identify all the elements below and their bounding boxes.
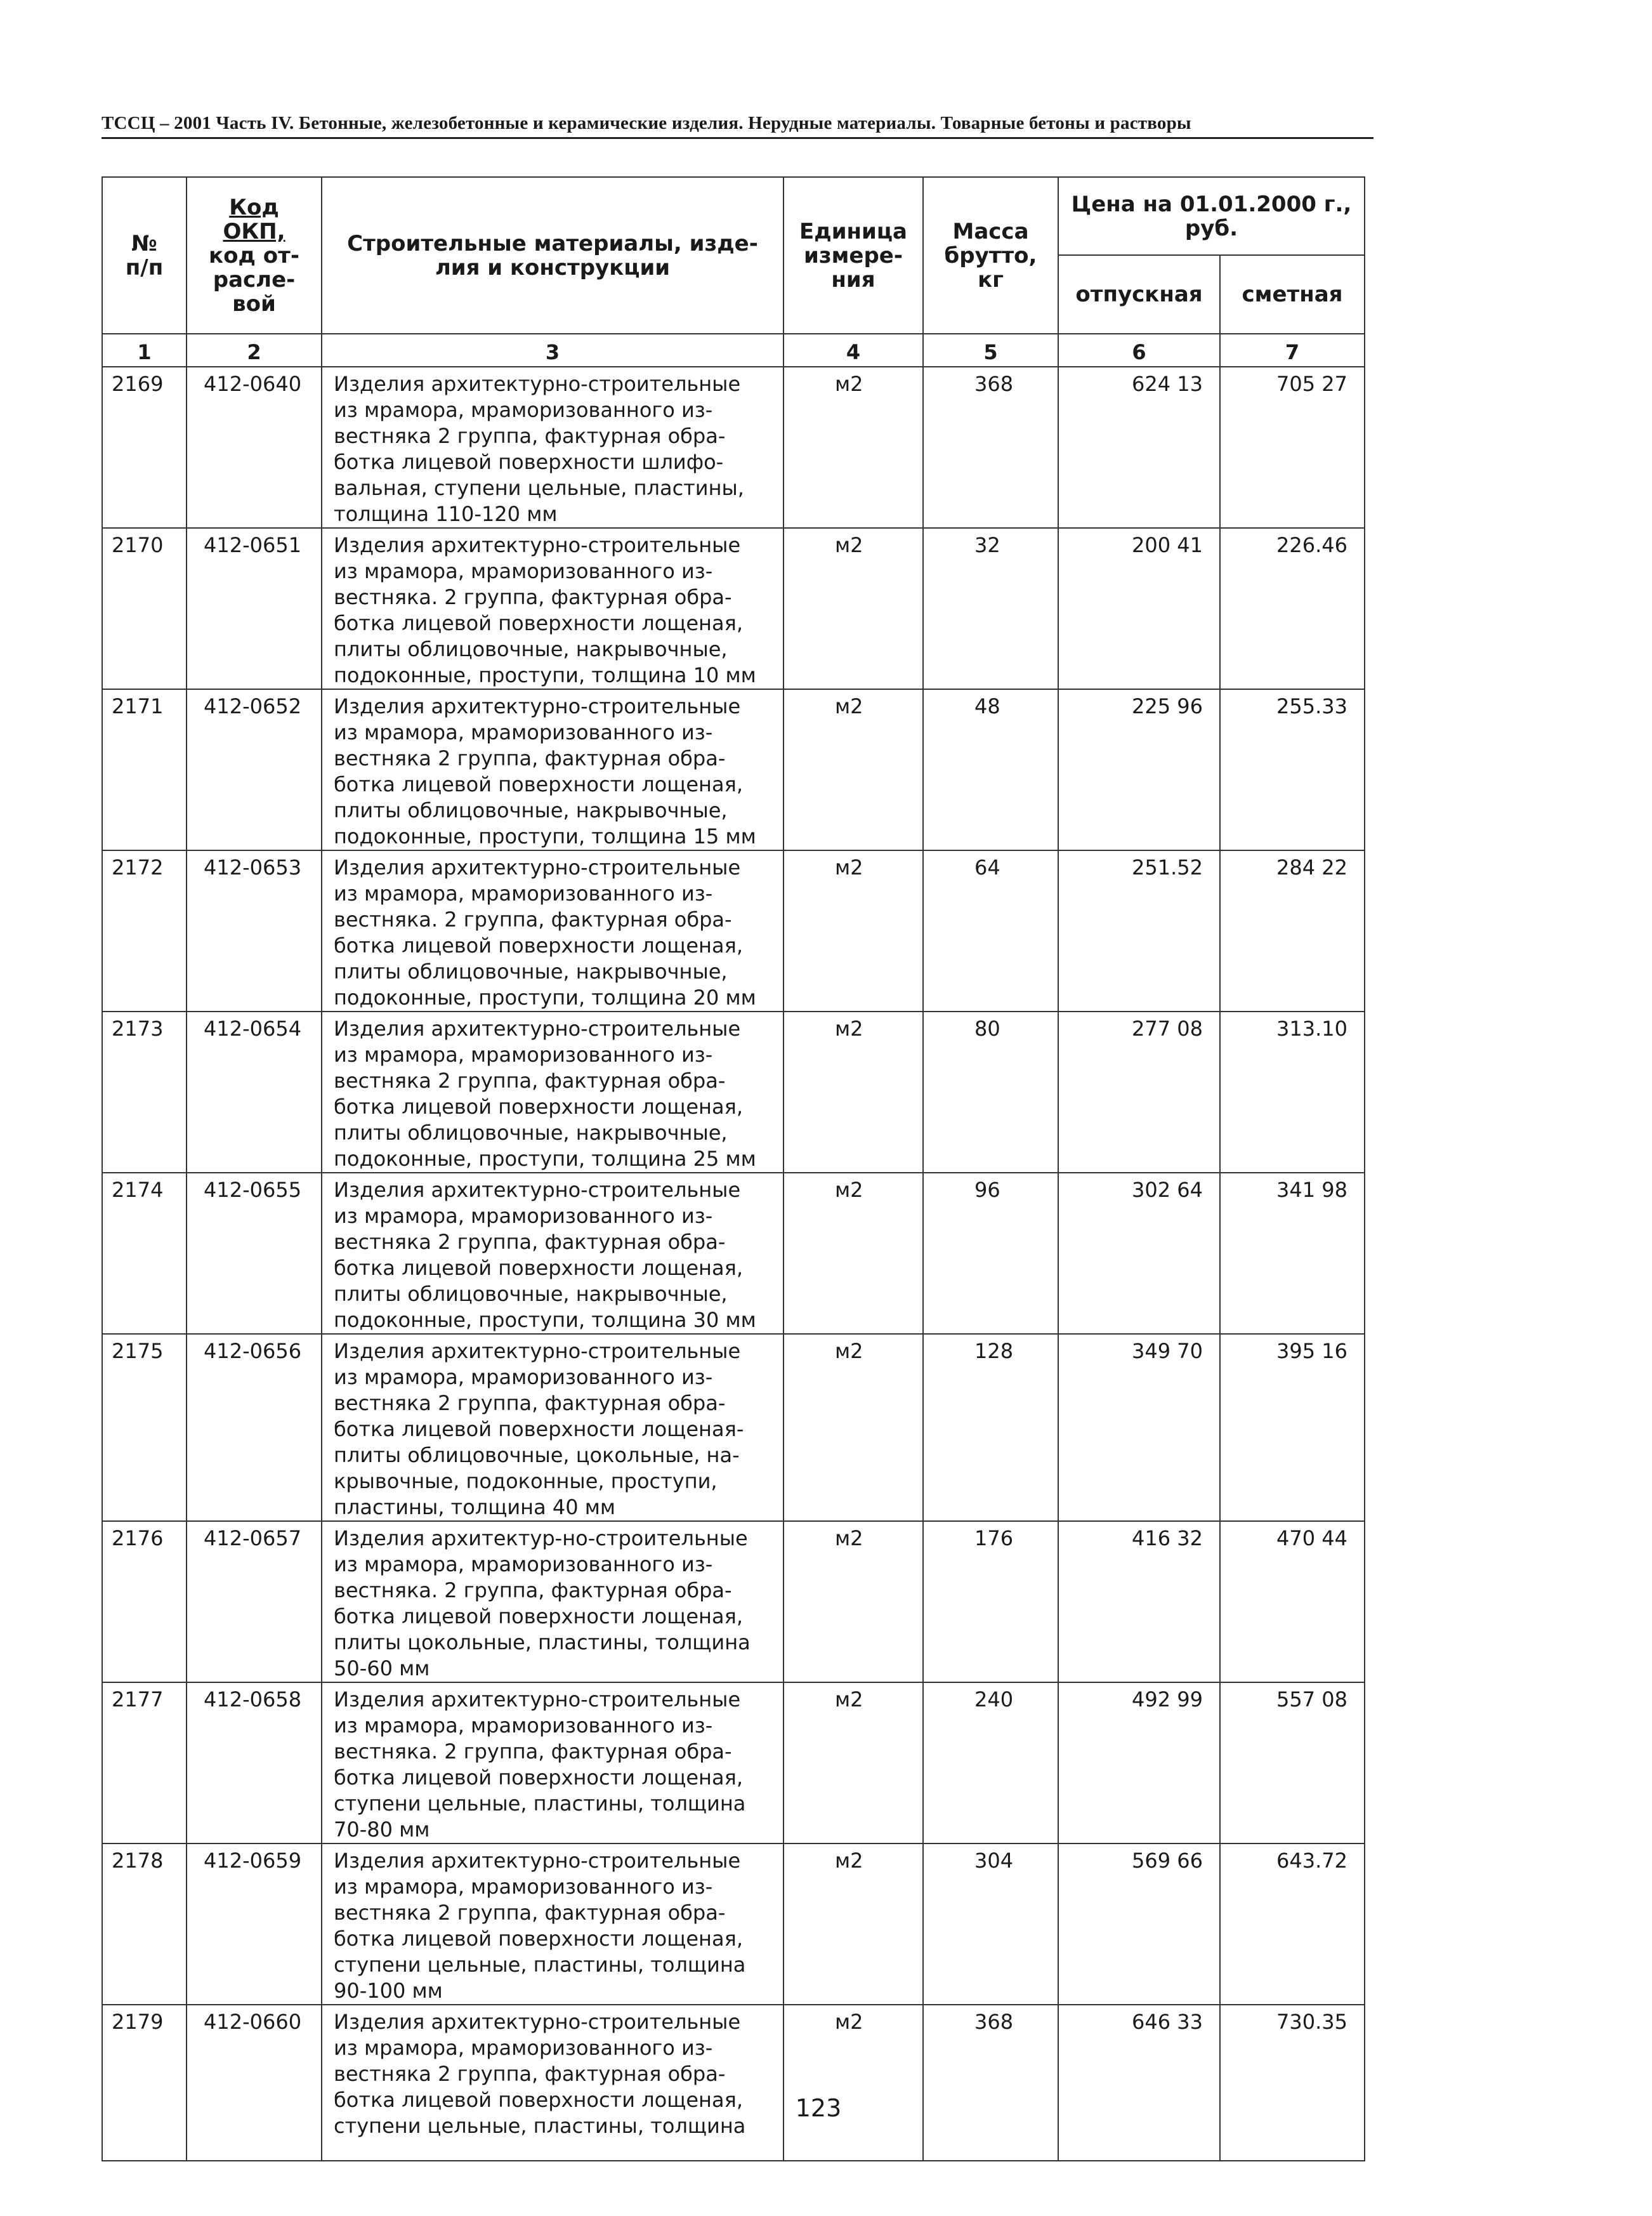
row-number: 2169	[102, 367, 187, 528]
description-line: вестняка 2 группа, фактурная обра-	[334, 1230, 726, 1254]
row-description	[322, 1682, 783, 1843]
description-line: толщина 110-120 мм	[334, 502, 558, 526]
description-line: вестняка 2 группа, фактурная обра-	[334, 424, 726, 448]
description-line: Изделия архитектурно-строительные	[334, 2010, 741, 2034]
row-description	[322, 1334, 783, 1521]
column-number: 4	[783, 334, 923, 367]
description-line: ботка лицевой поверхности шлифо-	[334, 450, 724, 474]
table-row	[102, 1521, 1365, 1682]
description-line: из мрамора, мраморизованного из-	[334, 2036, 713, 2060]
row-price-estimate: 643.72	[1220, 1843, 1365, 2005]
description-line: ботка лицевой поверхности лощеная,	[334, 772, 743, 796]
description-line: ботка лицевой поверхности лощеная,	[334, 2088, 743, 2112]
row-unit: м2	[783, 1682, 923, 1843]
row-code: 412-0652	[187, 689, 322, 850]
running-header: ТССЦ – 2001 Часть IV. Бетонные, железобетонные и керамические изделия. Нерудные материалы. Товарные бетоны и растворы	[102, 113, 1191, 133]
description-line: ботка лицевой поверхности лощеная,	[334, 1604, 743, 1628]
column-number: 3	[322, 334, 783, 367]
table-row	[102, 850, 1365, 1012]
row-description	[322, 1173, 783, 1334]
row-unit: м2	[783, 1173, 923, 1334]
row-code: 412-0658	[187, 1682, 322, 1843]
row-code: 412-0659	[187, 1843, 322, 2005]
description-line: из мрамора, мраморизованного из-	[334, 1875, 713, 1899]
row-number: 2173	[102, 1012, 187, 1173]
description-line: ботка лицевой поверхности лощеная-	[334, 1417, 744, 1441]
row-code: 412-0655	[187, 1173, 322, 1334]
row-price-estimate: 395 16	[1220, 1334, 1365, 1521]
price-table	[102, 176, 1365, 2161]
description-line: из мрамора, мраморизованного из-	[334, 1552, 713, 1576]
description-line: плиты облицовочные, накрывочные,	[334, 637, 728, 661]
row-unit: м2	[783, 1012, 923, 1173]
description-line: ботка лицевой поверхности лощеная,	[334, 1927, 743, 1951]
description-line: из мрамора, мраморизованного из-	[334, 720, 713, 744]
description-line: Изделия архитектурно-строительные	[334, 855, 741, 880]
row-mass: 32	[923, 528, 1058, 689]
row-code: 412-0640	[187, 367, 322, 528]
row-code: 412-0656	[187, 1334, 322, 1521]
row-mass: 80	[923, 1012, 1058, 1173]
description-line: Изделия архитектур-но-строительные	[334, 1526, 748, 1550]
row-code: 412-0651	[187, 528, 322, 689]
header-unit: Единица измере- ния	[783, 177, 923, 334]
row-description	[322, 528, 783, 689]
description-line: из мрамора, мраморизованного из-	[334, 881, 713, 906]
column-number: 5	[923, 334, 1058, 367]
description-line: Изделия архитектурно-строительные	[334, 372, 741, 396]
row-price-estimate: 705 27	[1220, 367, 1365, 528]
row-price-release: 569 66	[1058, 1843, 1220, 2005]
row-price-estimate: 341 98	[1220, 1173, 1365, 1334]
description-line: вестняка 2 группа, фактурная обра-	[334, 1901, 726, 1925]
description-line: ботка лицевой поверхности лощеная,	[334, 1765, 743, 1790]
row-description	[322, 2005, 783, 2161]
table-row	[102, 2005, 1365, 2161]
row-price-estimate: 255.33	[1220, 689, 1365, 850]
description-line: вестняка 2 группа, фактурная обра-	[334, 1391, 726, 1415]
description-line: плиты облицовочные, цокольные, на-	[334, 1443, 740, 1467]
table-row	[102, 1843, 1365, 2005]
description-line: Изделия архитектурно-строительные	[334, 1687, 741, 1711]
table-body	[102, 367, 1365, 2161]
description-line: подоконные, проступи, толщина 20 мм	[334, 986, 756, 1010]
row-unit: м2	[783, 1521, 923, 1682]
column-number: 1	[102, 334, 187, 367]
row-price-release: 225 96	[1058, 689, 1220, 850]
row-price-estimate: 284 22	[1220, 850, 1365, 1012]
column-number-row	[102, 334, 1365, 367]
header-price-release: отпускная	[1058, 255, 1220, 334]
table-header	[102, 177, 1365, 367]
description-line: из мрамора, мраморизованного из-	[334, 1365, 713, 1389]
row-number: 2174	[102, 1173, 187, 1334]
description-line: Изделия архитектурно-строительные	[334, 1339, 741, 1363]
table-row	[102, 367, 1365, 528]
description-line: ступени цельные, пластины, толщина	[334, 2114, 746, 2138]
description-line: вестняка 2 группа, фактурная обра-	[334, 2062, 726, 2086]
row-number: 2172	[102, 850, 187, 1012]
table-row	[102, 1012, 1365, 1173]
column-number: 7	[1220, 334, 1365, 367]
row-price-release: 416 32	[1058, 1521, 1220, 1682]
row-mass: 368	[923, 367, 1058, 528]
description-line: ступени цельные, пластины, толщина	[334, 1953, 746, 1977]
row-description	[322, 689, 783, 850]
row-description	[322, 1521, 783, 1682]
column-number: 2	[187, 334, 322, 367]
table-row	[102, 689, 1365, 850]
description-line: подоконные, проступи, толщина 30 мм	[334, 1308, 756, 1332]
row-unit: м2	[783, 1843, 923, 2005]
table-row	[102, 1682, 1365, 1843]
description-line: плиты облицовочные, накрывочные,	[334, 960, 728, 984]
description-line: из мрамора, мраморизованного из-	[334, 1043, 713, 1067]
row-mass: 304	[923, 1843, 1058, 2005]
row-description	[322, 367, 783, 528]
row-mass: 48	[923, 689, 1058, 850]
row-number: 2171	[102, 689, 187, 850]
row-description	[322, 850, 783, 1012]
row-number: 2177	[102, 1682, 187, 1843]
description-line: 90-100 мм	[334, 1979, 443, 2003]
row-mass: 176	[923, 1521, 1058, 1682]
row-unit: м2	[783, 850, 923, 1012]
row-price-release: 646 33	[1058, 2005, 1220, 2161]
description-line: плиты цокольные, пластины, толщина	[334, 1630, 751, 1654]
table-row	[102, 1334, 1365, 1521]
description-line: из мрамора, мраморизованного из-	[334, 398, 713, 422]
row-price-estimate: 730.35	[1220, 2005, 1365, 2161]
description-line: подоконные, проступи, толщина 15 мм	[334, 824, 756, 848]
row-mass: 64	[923, 850, 1058, 1012]
column-number: 6	[1058, 334, 1220, 367]
table-row	[102, 528, 1365, 689]
description-line: плиты облицовочные, накрывочные,	[334, 798, 728, 822]
description-line: вестняка. 2 группа, фактурная обра-	[334, 1578, 732, 1602]
row-number: 2175	[102, 1334, 187, 1521]
description-line: ботка лицевой поверхности лощеная,	[334, 1256, 743, 1280]
description-line: Изделия архитектурно-строительные	[334, 1178, 741, 1202]
description-line: крывочные, подоконные, проступи,	[334, 1469, 718, 1493]
row-mass: 96	[923, 1173, 1058, 1334]
row-code: 412-0660	[187, 2005, 322, 2161]
description-line: ботка лицевой поверхности лощеная,	[334, 611, 743, 635]
row-number: 2178	[102, 1843, 187, 2005]
page-number: 123	[795, 2094, 842, 2122]
row-price-estimate: 313.10	[1220, 1012, 1365, 1173]
description-line: вальная, ступени цельные, пластины,	[334, 476, 744, 500]
row-unit: м2	[783, 2005, 923, 2161]
row-unit: м2	[783, 528, 923, 689]
header-price: Цена на 01.01.2000 г., руб.	[1058, 177, 1365, 255]
header-code: Код ОКП, код от- расле- вой	[187, 177, 322, 334]
row-mass: 128	[923, 1334, 1058, 1521]
row-price-release: 302 64	[1058, 1173, 1220, 1334]
row-price-estimate: 470 44	[1220, 1521, 1365, 1682]
row-price-estimate: 557 08	[1220, 1682, 1365, 1843]
table-row	[102, 1173, 1365, 1334]
row-number: 2179	[102, 2005, 187, 2161]
row-price-release: 277 08	[1058, 1012, 1220, 1173]
description-line: вестняка. 2 группа, фактурная обра-	[334, 1739, 732, 1764]
description-line: 70-80 мм	[334, 1817, 430, 1842]
row-price-release: 492 99	[1058, 1682, 1220, 1843]
description-line: 50-60 мм	[334, 1656, 430, 1680]
description-line: из мрамора, мраморизованного из-	[334, 559, 713, 583]
description-line: ботка лицевой поверхности лощеная,	[334, 1095, 743, 1119]
row-description	[322, 1012, 783, 1173]
header-num: № п/п	[102, 177, 187, 334]
description-line: Изделия архитектурно-строительные	[334, 1849, 741, 1873]
description-line: из мрамора, мраморизованного из-	[334, 1713, 713, 1738]
description-line: подоконные, проступи, толщина 25 мм	[334, 1147, 756, 1171]
row-description	[322, 1843, 783, 2005]
description-line: Изделия архитектурно-строительные	[334, 533, 741, 557]
row-mass: 240	[923, 1682, 1058, 1843]
header-mass: Масса брутто, кг	[923, 177, 1058, 334]
description-line: вестняка 2 группа, фактурная обра-	[334, 1069, 726, 1093]
header-materials: Строительные материалы, изде- лия и конструкции	[322, 177, 783, 334]
description-line: вестняка. 2 группа, фактурная обра-	[334, 585, 732, 609]
description-line: Изделия архитектурно-строительные	[334, 1017, 741, 1041]
header-rule	[102, 137, 1373, 139]
row-unit: м2	[783, 1334, 923, 1521]
row-unit: м2	[783, 689, 923, 850]
description-line: пластины, толщина 40 мм	[334, 1495, 616, 1519]
row-code: 412-0654	[187, 1012, 322, 1173]
description-line: плиты облицовочные, накрывочные,	[334, 1121, 728, 1145]
row-price-release: 349 70	[1058, 1334, 1220, 1521]
row-number: 2170	[102, 528, 187, 689]
row-code: 412-0653	[187, 850, 322, 1012]
row-price-release: 251.52	[1058, 850, 1220, 1012]
description-line: подоконные, проступи, толщина 10 мм	[334, 663, 756, 687]
description-line: Изделия архитектурно-строительные	[334, 694, 741, 718]
row-number: 2176	[102, 1521, 187, 1682]
row-price-estimate: 226.46	[1220, 528, 1365, 689]
description-line: вестняка. 2 группа, фактурная обра-	[334, 907, 732, 932]
description-line: плиты облицовочные, накрывочные,	[334, 1282, 728, 1306]
description-line: вестняка 2 группа, фактурная обра-	[334, 746, 726, 770]
row-unit: м2	[783, 367, 923, 528]
description-line: ботка лицевой поверхности лощеная,	[334, 933, 743, 958]
row-price-release: 200 41	[1058, 528, 1220, 689]
description-line: ступени цельные, пластины, толщина	[334, 1791, 746, 1816]
row-code: 412-0657	[187, 1521, 322, 1682]
row-price-release: 624 13	[1058, 367, 1220, 528]
description-line: из мрамора, мраморизованного из-	[334, 1204, 713, 1228]
row-mass: 368	[923, 2005, 1058, 2161]
header-price-estimate: сметная	[1220, 255, 1365, 334]
